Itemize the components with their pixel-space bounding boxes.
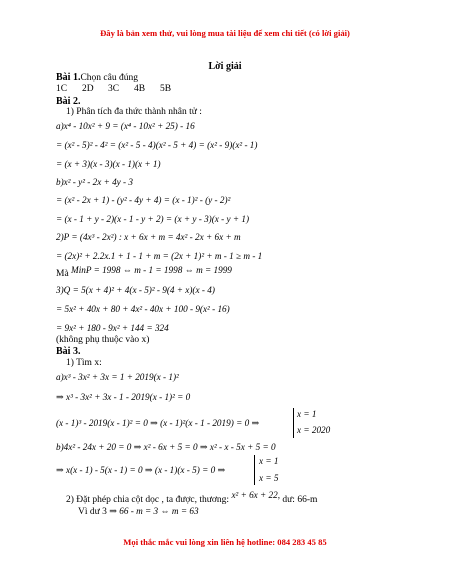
bai2-line-a1: a)x⁴ - 10x² + 9 = (x⁴ - 10x² + 25) - 16 — [56, 121, 195, 131]
bai2-line-a2: = (x² - 5)² - 4² = (x² - 5 - 4)(x² - 5 + 4) = (x² - 9)(x² - 1) — [56, 140, 258, 150]
case-a-1: x = 1 — [297, 409, 317, 419]
answer-item: 2D — [82, 84, 94, 94]
preview-banner: Đây là bản xem thử, vui lòng mua tài liệu để xem chi tiết (có lời giải) — [100, 28, 350, 38]
part2-quotient: x² + 6x + 22, — [231, 490, 281, 500]
bai1-answers — [56, 84, 171, 95]
case-brace-a — [293, 408, 294, 438]
bai3-line-a1: a)x³ - 3x² + 3x = 1 + 2019(x - 1)² — [56, 372, 179, 382]
case-b-2: x = 5 — [259, 473, 279, 483]
case-brace-b — [254, 455, 255, 485]
answer-item: 4B — [134, 84, 146, 94]
bai2-heading: Bài 2. — [56, 96, 81, 107]
bai3-part1-label: 1) Tìm x: — [66, 358, 102, 368]
bai3-line-a3: (x - 1)³ - 2019(x - 1)² = 0 ⇒ (x - 1)²(x - 1 - 2019) = 0 ⇒ — [56, 418, 260, 428]
bai2-line-q1: 3)Q = 5(x + 4)² + 4(x - 5)² - 9(4 + x)(x - 4) — [56, 285, 215, 295]
bai2-line-q2: = 5x² + 40x + 80 + 4x² - 40x + 100 - 9(x² - 16) — [56, 304, 230, 314]
answer-item: 5B — [160, 84, 172, 94]
bai2-line-a3: = (x + 3)(x - 3)(x - 1)(x + 1) — [56, 159, 161, 169]
part2-prefix: Vì dư 3 — [78, 507, 107, 517]
bai2-note: (không phụ thuộc vào x) — [56, 335, 150, 345]
bai2-line-q3: = 9x² + 180 - 9x² + 144 = 324 — [56, 323, 169, 333]
page-title: Lời giải — [208, 61, 242, 72]
answer-item: 1C — [56, 84, 68, 94]
part2-text: 2) Đặt phép chia cột dọc , ta được, thương: — [66, 495, 230, 505]
answer-item: 3C — [108, 84, 120, 94]
bai3-part2-line1 — [66, 490, 318, 506]
bai1-heading — [56, 72, 138, 84]
bai1-instruction: Chọn câu đúng — [80, 73, 138, 83]
bai1-label: Bài 1. — [56, 72, 81, 83]
bai2-line-b3: = (x - 1 + y - 2)(x - 1 - y + 2) = (x + y - 3)(x - y + 1) — [56, 214, 250, 224]
bai2-min-p: MinP = 1998 ⇔ m - 1 = 1998 ⇔ m = 1999 — [71, 265, 232, 275]
part2-math: ⇒ 66 - m = 3 ⇔ m = 63 — [109, 506, 199, 516]
bai2-ma-line — [56, 265, 232, 280]
bai3-line-a2: ⇒ x³ - 3x² + 3x - 1 - 2019(x - 1)² = 0 — [56, 392, 191, 402]
bai2-line-b2: = (x² - 2x + 1) - (y² - 4y + 4) = (x - 1)² - (y - 2)² — [56, 195, 231, 205]
case-a-2: x = 2020 — [297, 425, 331, 435]
bai2-line-b1: b)x² - y² - 2x + 4y - 3 — [56, 177, 134, 187]
bai3-line-b2: ⇒ x(x - 1) - 5(x - 1) = 0 ⇒ (x - 1)(x - 5) = 0 ⇒ — [56, 465, 226, 475]
hotline-footer: Mọi thắc mắc vui lòng xin liên hệ hotline: 084 283 45 85 — [123, 537, 327, 547]
case-b-1: x = 1 — [259, 456, 279, 466]
bai2-part1-label: 1) Phân tích đa thức thành nhân tử : — [66, 107, 202, 117]
bai2-line-p2: = (2x)² + 2.2x.1 + 1 - 1 + m = (2x + 1)² + m - 1 ≥ m - 1 — [56, 251, 263, 261]
bai3-line-b1: b)4x² - 24x + 20 = 0 ⇒ x² - 6x + 5 = 0 ⇒ x² - x - 5x + 5 = 0 — [56, 442, 276, 452]
ma-label: Mà — [56, 269, 69, 279]
bai2-line-p1: 2)P = (4x³ - 2x²) : x + 6x + m = 4x² - 2x + 6x + m — [56, 232, 241, 242]
bai3-heading: Bài 3. — [56, 346, 81, 357]
bai3-part2-line2 — [78, 506, 199, 518]
part2-remainder: dư: 66-m — [282, 495, 318, 505]
